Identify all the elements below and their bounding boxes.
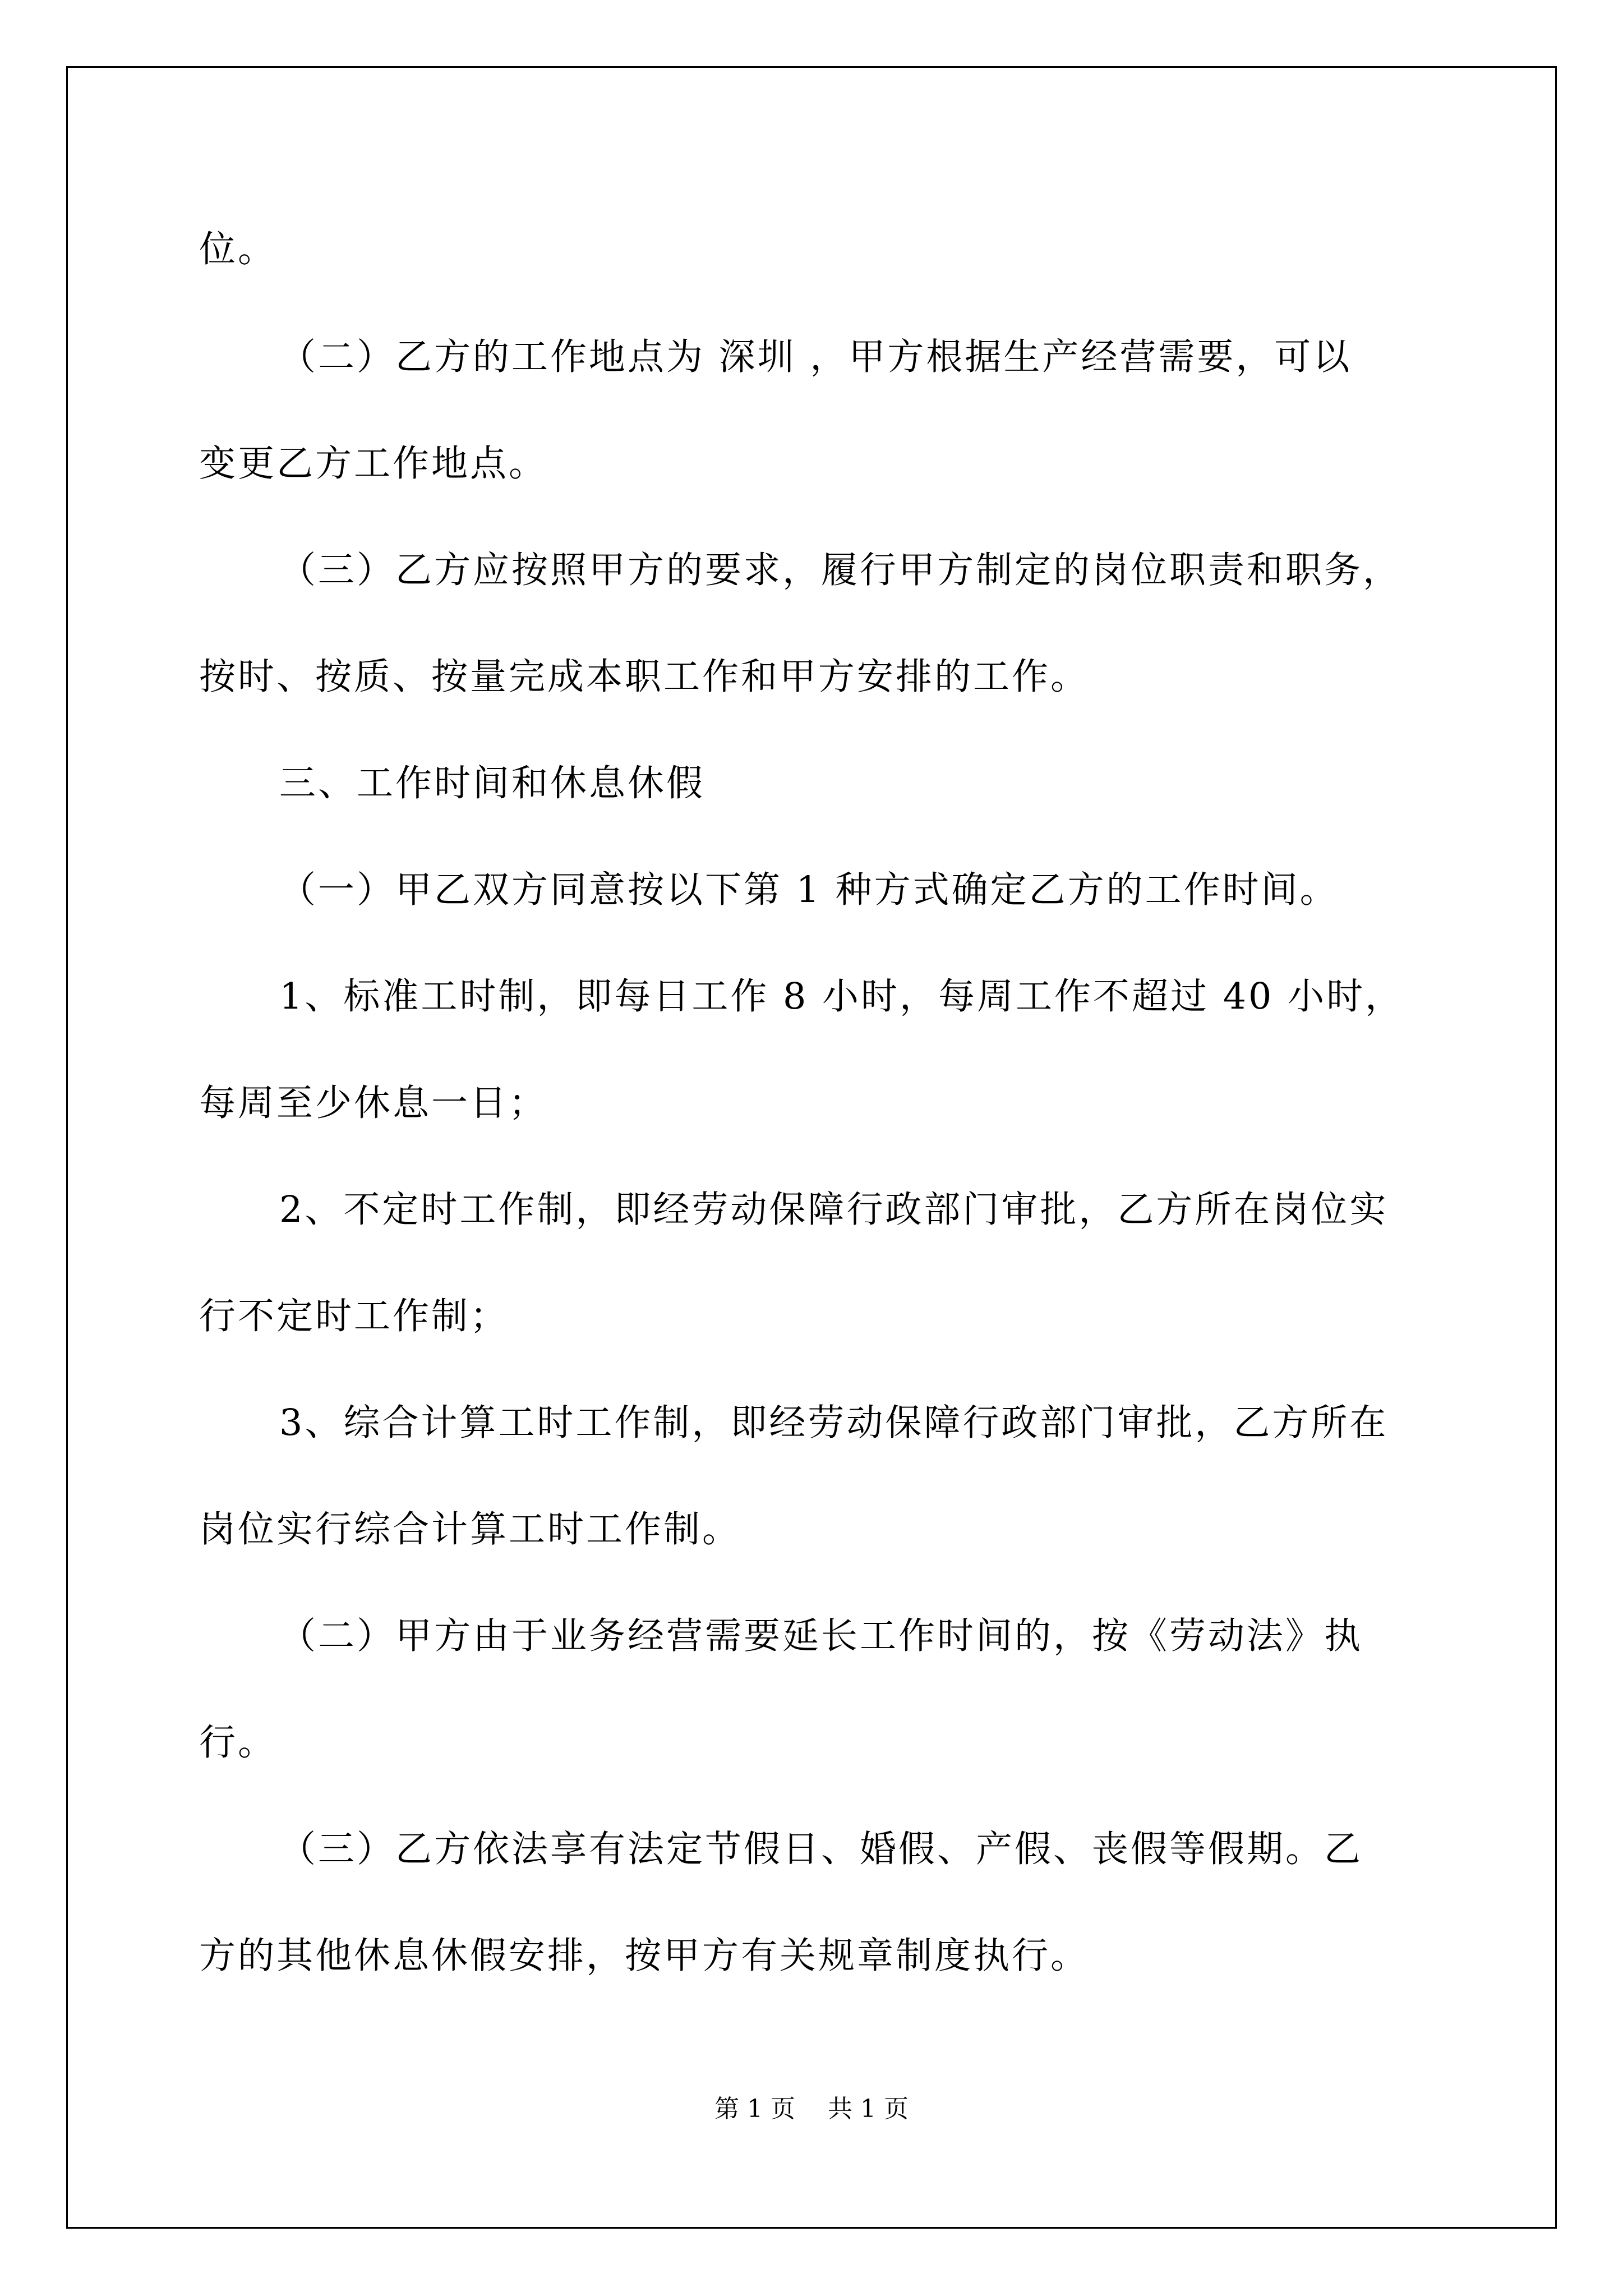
text-line: 行。 bbox=[199, 1722, 277, 1764]
page-footer: 第 1 页 共 1 页 bbox=[714, 2095, 909, 2123]
text-line: （一）甲乙双方同意按以下第 1 种方式确定乙方的工作时间。 bbox=[279, 869, 1339, 911]
text-line: 变更乙方工作地点。 bbox=[199, 443, 548, 485]
section-heading: 三、工作时间和休息休假 bbox=[279, 762, 706, 804]
page-border bbox=[66, 66, 1557, 2229]
text-line: 位。 bbox=[199, 228, 277, 270]
text-line: 1、标准工时制，即每日工作 8 小时，每周工作不超过 40 小时， bbox=[279, 976, 1404, 1018]
text-line: 岗位实行综合计算工时工作制。 bbox=[199, 1508, 741, 1550]
text-line: 2、不定时工作制，即经劳动保障行政部门审批，乙方所在岗位实 bbox=[279, 1189, 1389, 1231]
text-line: （二）甲方由于业务经营需要延长工作时间的，按《劳动法》执 bbox=[279, 1615, 1363, 1657]
text-line: （二）乙方的工作地点为 深圳 ，甲方根据生产经营需要，可以 bbox=[279, 336, 1352, 378]
text-line: 每周至少休息一日； bbox=[199, 1082, 548, 1124]
text-line: 3、综合计算工时工作制，即经劳动保障行政部门审批，乙方所在 bbox=[279, 1402, 1389, 1444]
text-line: 按时、按质、按量完成本职工作和甲方安排的工作。 bbox=[199, 656, 1090, 698]
text-line: 方的其他休息休假安排，按甲方有关规章制度执行。 bbox=[199, 1935, 1090, 1977]
text-line: （三）乙方依法享有法定节假日、婚假、产假、丧假等假期。乙 bbox=[279, 1828, 1363, 1870]
text-line: （三）乙方应按照甲方的要求，履行甲方制定的岗位职责和职务， bbox=[279, 549, 1402, 591]
text-line: 行不定时工作制； bbox=[199, 1295, 509, 1337]
